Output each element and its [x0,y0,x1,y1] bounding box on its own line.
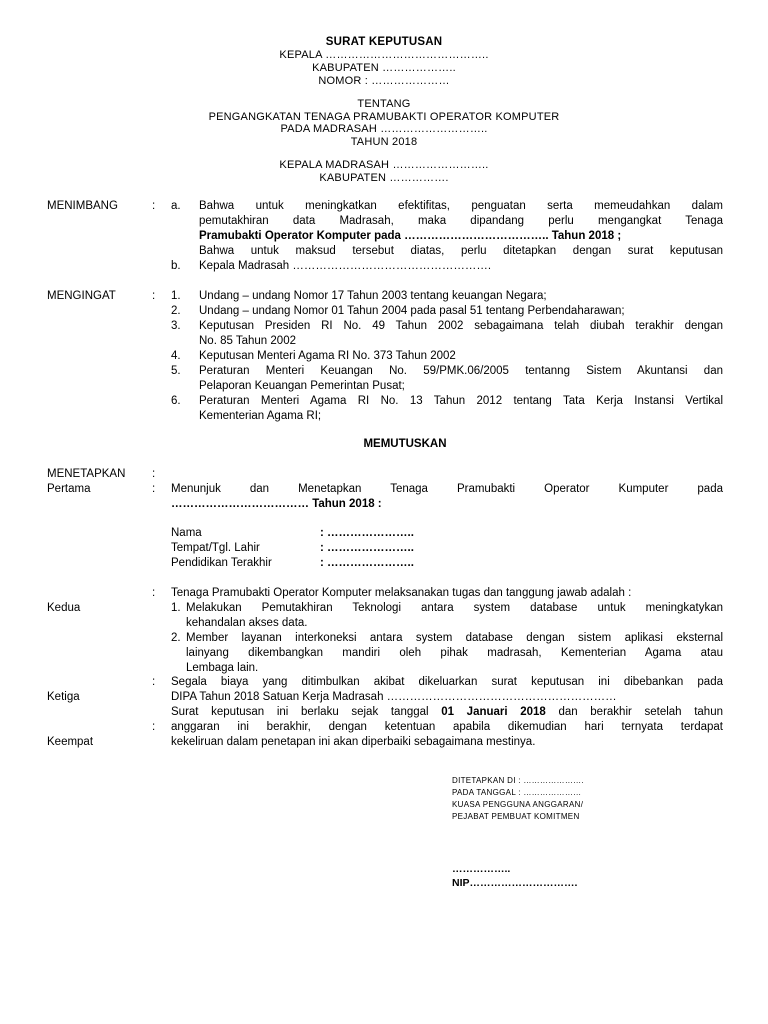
mengingat-item-text: Keputusan Menteri Agama RI No. 373 Tahun 2002 [199,350,456,362]
signature-kuasa: KUASA PENGGUNA ANGGARAN/ [452,800,584,809]
kedua-item-text: lainyang dikembangkan mandiri oleh pihak madrasah, Kementerian Agama atau [186,647,723,659]
mengingat-item-text: Undang – undang Nomor 01 Tahun 2004 pada pasal 51 tentang Perbendaharawan; [199,305,625,317]
mengingat-item-num: 5. [171,365,181,377]
field-value-nama: : ………………….. [320,527,414,539]
ketiga-label: Ketiga [47,691,80,703]
kedua-item-num: 2. [171,632,181,644]
signature-ditetapkan: DITETAPKAN DI : …………………. [452,776,584,785]
keempat-line3: kekeliruan dalam penetapan ini akan diperbaiki sebagaimana mestinya. [171,736,536,748]
mengingat-item-text: No. 85 Tahun 2002 [199,335,296,347]
mengingat-item-num: 2. [171,305,181,317]
menetapkan-label: MENETAPKAN [47,468,126,480]
header-kabupaten: KABUPATEN ……………….. [312,62,456,74]
menimbang-a-line2: pemutakhiran data Madrasah, maka dipandang perlu mengangkat Tenaga [199,215,723,227]
mengingat-item-text: Kementerian Agama RI; [199,410,322,422]
signature-nip: NIP…………………………. [452,877,578,889]
keempat-line1 [171,705,723,720]
keempat-line2: anggaran ini berakhir, dengan ketentuan apabila dikemudian hari ternyata terdapat [171,721,723,733]
menimbang-b-line2: Kepala Madrasah ……………………………………………. [199,260,492,272]
signature-name: …………….. [452,863,511,875]
ketiga-colon: : [152,676,156,688]
menimbang-a-line3: Pramubakti Operator Komputer pada ……………………………….. Tahun 2018 ; [199,230,622,242]
menimbang-colon: : [152,200,156,212]
mengingat-item-text: Keputusan Presiden RI No. 49 Tahun 2002 sebagaimana telah diubah terakhir dengan [199,320,723,332]
mengingat-item-text: Undang – undang Nomor 17 Tahun 2003 tentang keuangan Negara; [199,290,547,302]
menimbang-b-num: b. [171,260,181,272]
document-title: SURAT KEPUTUSAN [325,36,443,48]
kedua-item-text: Melakukan Pemutakhiran Teknologi antara system database untuk meningkatykan [186,602,723,614]
field-value-ttl: : ………………….. [320,542,414,554]
mengingat-item-text: Peraturan Menteri Keuangan No. 59/PMK.06/2005 tentanng Sistem Akuntansi dan [199,365,723,377]
menetapkan-colon: : [152,468,156,480]
pertama-colon: : [152,483,156,495]
mengingat-item-text: Pelaporan Keuangan Pemerintan Pusat; [199,380,405,392]
signature-tanggal: PADA TANGGAL : ………………… [452,788,582,797]
header-tentang: TENTANG [357,98,411,110]
menimbang-label: MENIMBANG [47,200,118,212]
mengingat-item-text: Peraturan Menteri Agama RI No. 13 Tahun 2012 tentang Tata Kerja Instansi Vertikal [199,395,723,407]
header-kepala: KEPALA …………………………………….. [279,49,489,61]
kedua-item-text: Lembaga lain. [186,662,259,674]
header-nomor: NOMOR : ………………… [318,75,450,87]
mengingat-item-num: 6. [171,395,181,407]
mengingat-colon: : [152,290,156,302]
mengingat-item-num: 4. [171,350,181,362]
keempat-colon: : [152,721,156,733]
signature-pejabat: PEJABAT PEMBUAT KOMITMEN [452,812,580,821]
memutuskan-heading: MEMUTUSKAN [363,438,447,450]
pertama-line1: Menunjuk dan Menetapkan Tenaga Pramubakti Operator Kumputer pada [171,483,723,495]
header-subject: PENGANGKATAN TENAGA PRAMUBAKTI OPERATOR KOMPUTER [208,111,560,123]
keempat-label: Keempat [47,736,94,748]
field-label-nama: Nama [171,527,202,539]
ketiga-line1: Segala biaya yang ditimbulkan akibat dikeluarkan surat keputusan ini dibebankan pada [171,676,723,688]
pertama-line2: ……………………………… Tahun 2018 : [171,498,382,510]
header-madrasah: PADA MADRASAH ……………………….. [280,123,488,135]
pertama-label: Pertama [47,483,91,495]
keempat-date: 01 Januari 2018 [441,706,546,718]
kedua-item-text: Member layanan interkoneksi antara system database dengan sistem aplikasi eksternal [186,632,723,644]
keempat-line1-pre: Surat keputusan ini berlaku sejak tanggal [171,706,442,718]
header-issuer-kabupaten: KABUPATEN ……………. [319,172,449,184]
keempat-line1-post: dan berakhir setelah tahun [545,706,723,718]
field-label-ttl: Tempat/Tgl. Lahir [171,542,260,554]
menimbang-a-num: a. [171,200,181,212]
mengingat-label: MENGINGAT [47,290,116,302]
kedua-colon: : [152,587,156,599]
ketiga-line2: DIPA Tahun 2018 Satuan Kerja Madrasah …………………………………………………… [171,691,617,703]
mengingat-item-num: 1. [171,290,181,302]
kedua-item-text: kehandalan akses data. [186,617,308,629]
kedua-intro: Tenaga Pramubakti Operator Komputer melaksanakan tugas dan tanggung jawab adalah : [171,587,632,599]
menimbang-b-line1: Bahwa untuk maksud tersebut diatas, perlu ditetapkan dengan surat keputusan [199,245,723,257]
mengingat-item-num: 3. [171,320,181,332]
field-label-pendidikan: Pendidikan Terakhir [171,557,272,569]
field-value-pendidikan: : ………………….. [320,557,414,569]
kedua-item-num: 1. [171,602,181,614]
menimbang-a-line1: Bahwa untuk meningkatkan efektifitas, penguatan serta memeudahkan dalam [199,200,723,212]
kedua-label: Kedua [47,602,81,614]
header-year: TAHUN 2018 [350,136,418,148]
header-issuer: KEPALA MADRASAH …………………….. [279,159,489,171]
